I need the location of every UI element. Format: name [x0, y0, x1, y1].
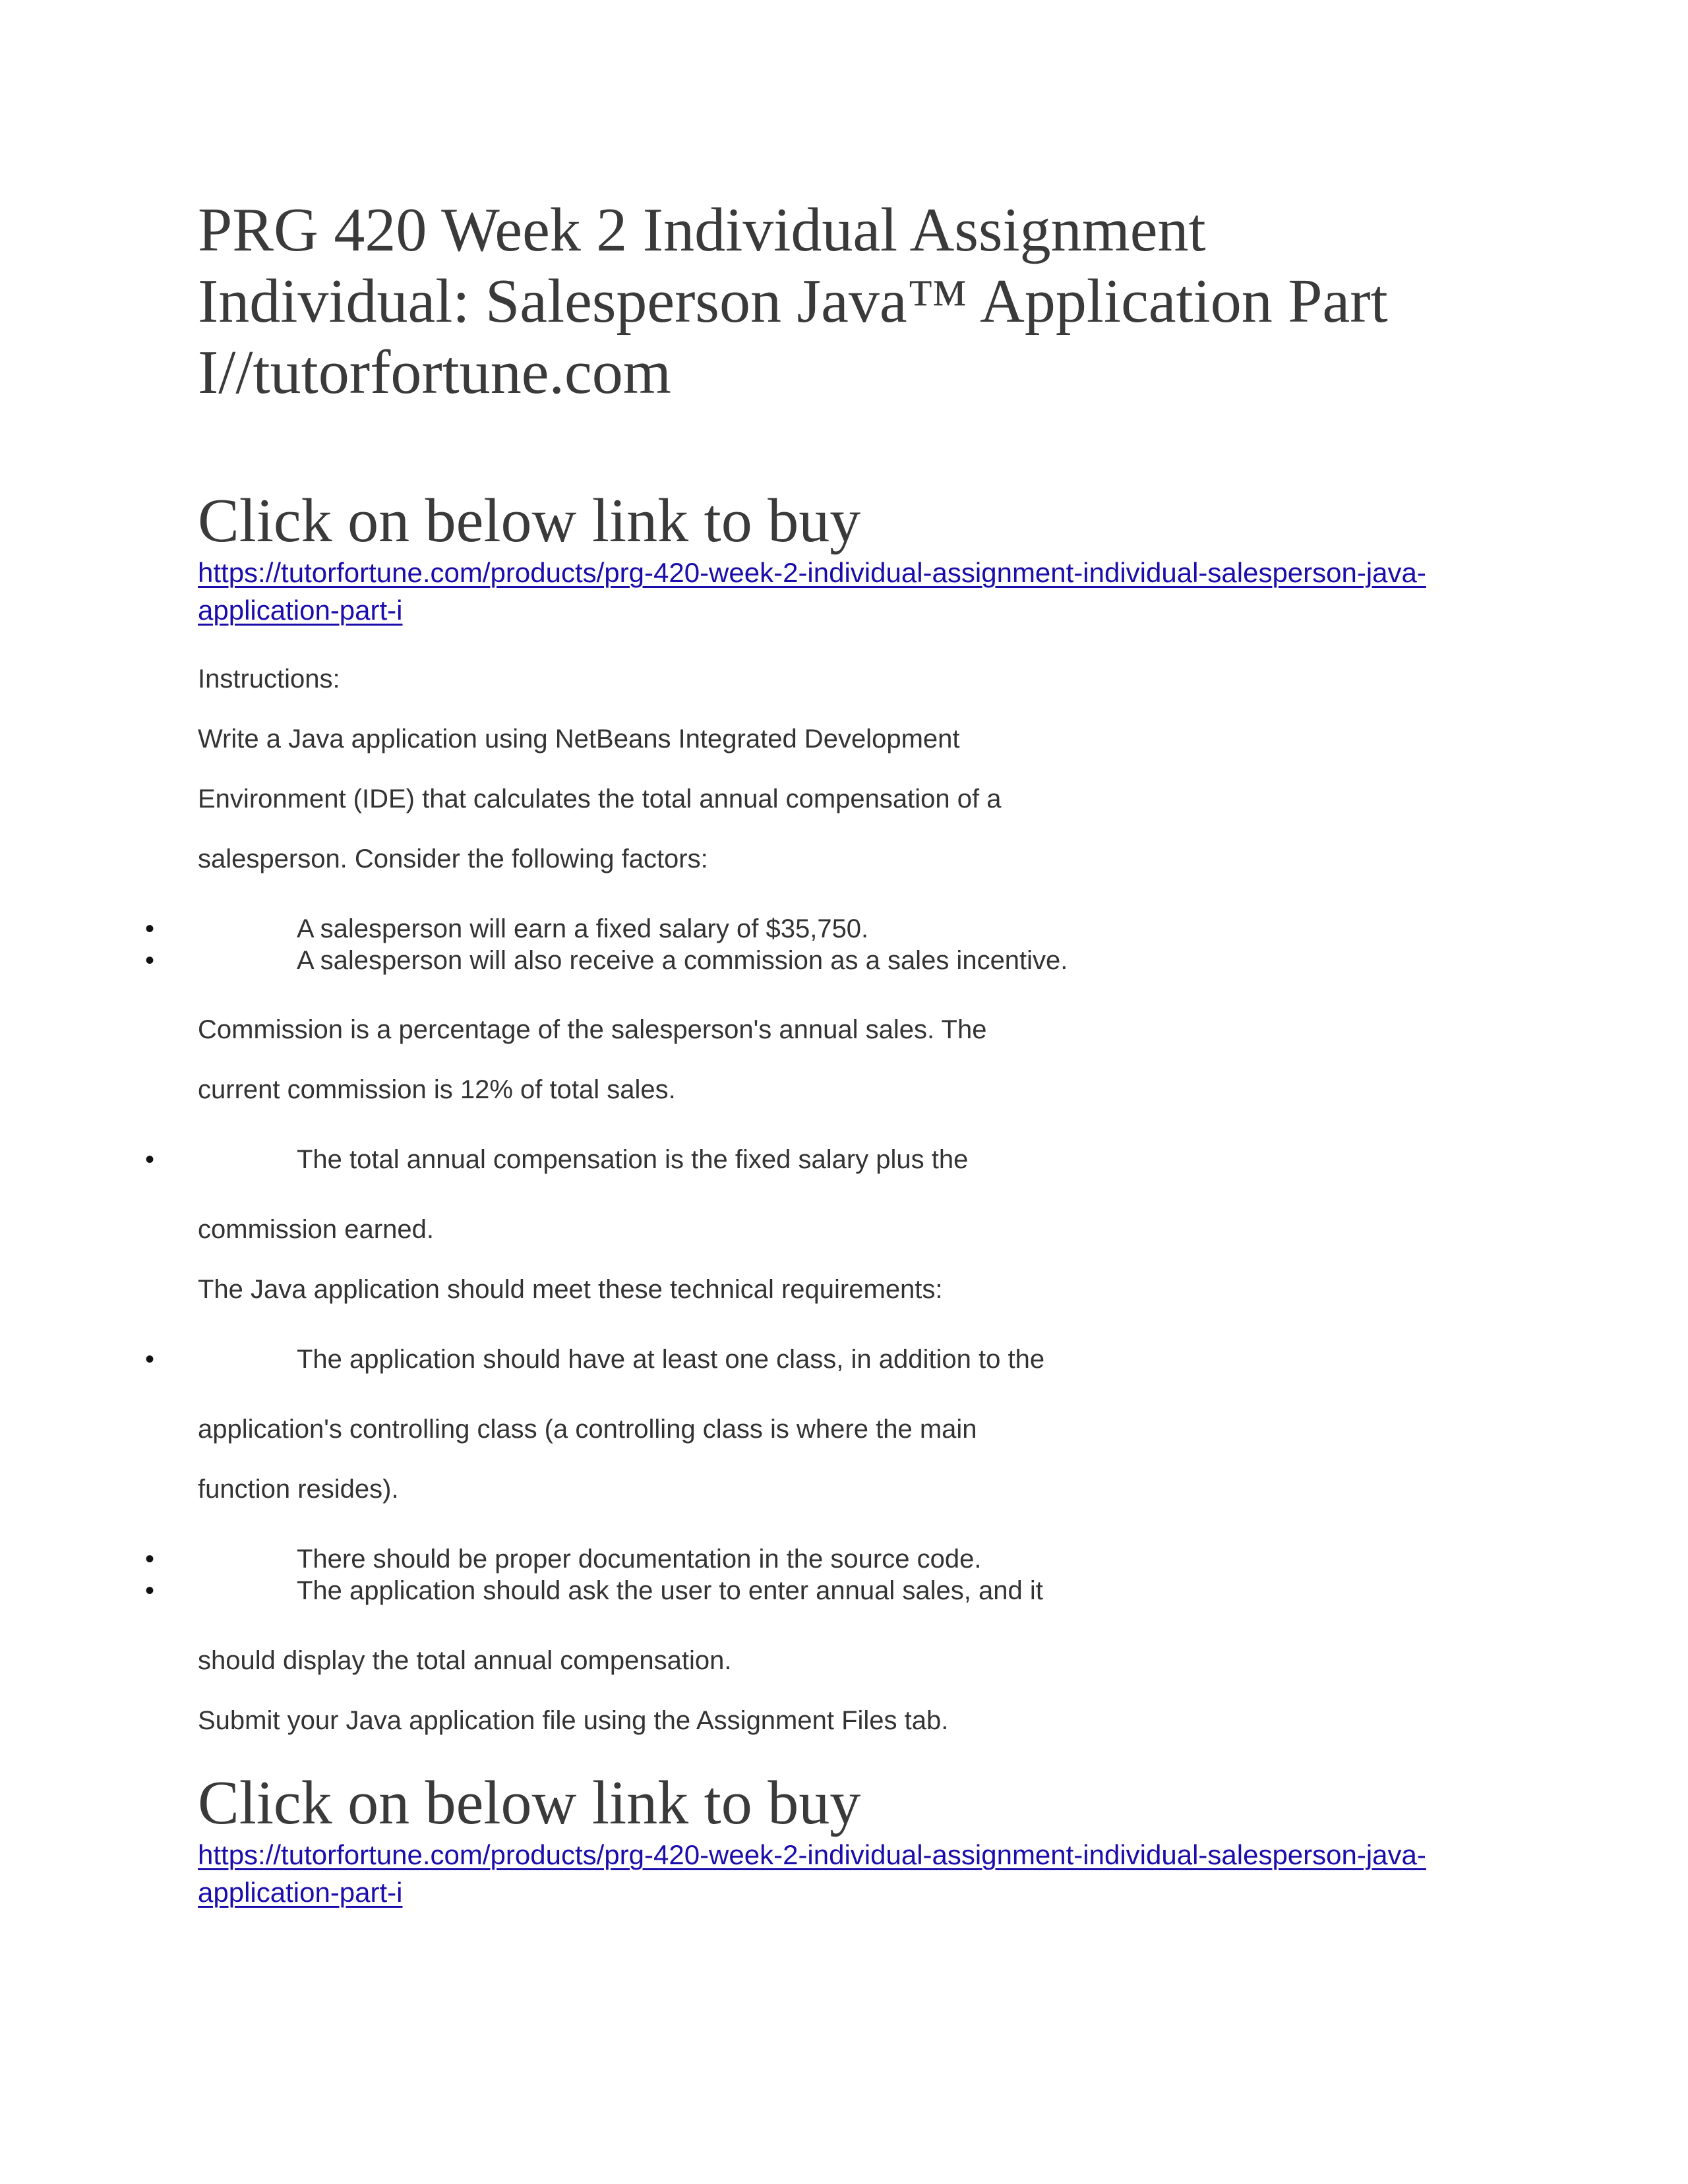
- buy-link-line: https://tutorfortune.com/products/prg-420-week-2-individual-assignment-individual-salesperson-java-: [198, 1839, 1426, 1870]
- tech-intro: The Java application should meet these technical requirements:: [198, 1275, 943, 1304]
- intro-line: Write a Java application using NetBeans Integrated Development: [198, 724, 960, 753]
- bullet-continuation: commission earned.: [198, 1215, 434, 1244]
- page-title: [198, 194, 1388, 408]
- bullet-item: A salesperson will also receive a commission as a sales incentive.: [297, 946, 1068, 975]
- bullet-marker: •: [145, 1576, 155, 1605]
- buy-link[interactable]: [198, 1836, 1426, 1911]
- bullet-item: The application should ask the user to enter annual sales, and it: [297, 1576, 1043, 1605]
- bullet-marker: •: [145, 1545, 155, 1574]
- buy-heading: Click on below link to buy: [198, 487, 861, 555]
- title-line: Individual: Salesperson Java™ Application Part: [198, 267, 1388, 336]
- bullet-item: The application should have at least one class, in addition to the: [297, 1345, 1045, 1374]
- buy-link-line: https://tutorfortune.com/products/prg-420-week-2-individual-assignment-individual-salesperson-java-: [198, 557, 1426, 588]
- bullet-continuation: should display the total annual compensation.: [198, 1646, 732, 1675]
- submit-instruction: Submit your Java application file using the Assignment Files tab.: [198, 1706, 949, 1735]
- buy-link[interactable]: [198, 554, 1426, 629]
- instructions-label: Instructions:: [198, 664, 340, 694]
- bullet-marker: •: [145, 1345, 155, 1374]
- commission-line: Commission is a percentage of the salesperson's annual sales. The: [198, 1015, 987, 1044]
- bullet-continuation: function resides).: [198, 1475, 399, 1504]
- buy-heading: Click on below link to buy: [198, 1769, 861, 1837]
- intro-line: Environment (IDE) that calculates the total annual compensation of a: [198, 784, 1002, 813]
- bullet-marker: •: [145, 946, 155, 975]
- bullet-marker: •: [145, 1145, 155, 1174]
- buy-link-line: application-part-i: [198, 1877, 403, 1908]
- bullet-item: There should be proper documentation in the source code.: [297, 1545, 982, 1574]
- bullet-marker: •: [145, 914, 155, 943]
- commission-line: current commission is 12% of total sales.: [198, 1075, 676, 1104]
- title-line: PRG 420 Week 2 Individual Assignment: [198, 196, 1206, 264]
- title-line: I//tutorfortune.com: [198, 338, 671, 407]
- intro-line: salesperson. Consider the following factors:: [198, 844, 708, 873]
- buy-link-line: application-part-i: [198, 595, 403, 626]
- bullet-item: The total annual compensation is the fixed salary plus the: [297, 1145, 969, 1174]
- bullet-continuation: application's controlling class (a controlling class is where the main: [198, 1415, 977, 1444]
- bullet-item: A salesperson will earn a fixed salary of $35,750.: [297, 914, 869, 943]
